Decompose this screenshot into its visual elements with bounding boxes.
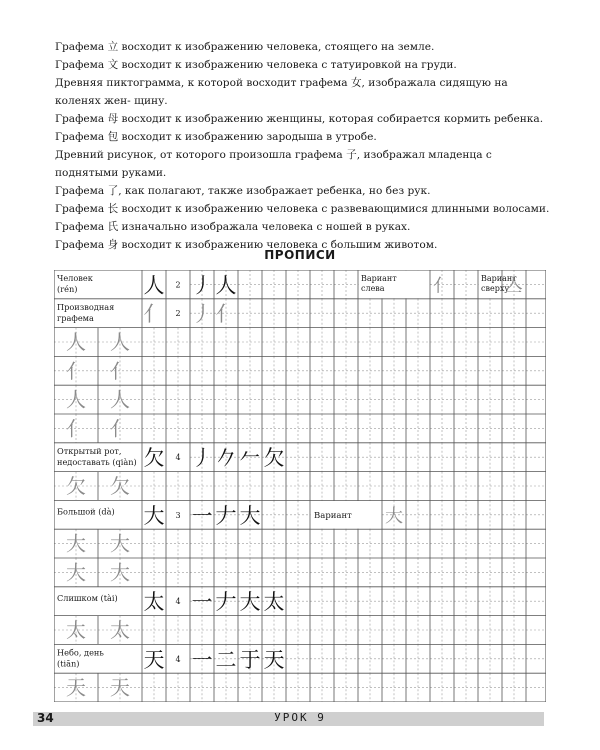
section-title: ПРОПИСИ: [264, 248, 336, 262]
row-label: (tiān): [57, 658, 80, 669]
stroke-step: 𠂇: [215, 503, 237, 528]
paragraph: Графема 了, как полагают, также изображает ребенка, но без рук.: [55, 185, 431, 197]
practice-char: 欠: [110, 474, 130, 498]
stroke-step: 大: [239, 503, 261, 528]
row-label: Открытый рот,: [57, 445, 122, 456]
paragraph: Графема 文 восходит к изображению человека с татуировкой на груди.: [55, 59, 457, 71]
practice-char: 天: [66, 675, 86, 700]
variant-label: Вариант: [361, 274, 397, 283]
practice-char: 天: [110, 675, 130, 700]
practice-char: 人: [66, 330, 86, 354]
practice-char: 亻: [110, 416, 130, 441]
stroke-step: 人: [215, 273, 237, 298]
row-label: недоставать (qiàn): [57, 456, 137, 467]
row-label: Большой (dà): [57, 506, 115, 517]
stroke-step: 丿: [191, 302, 213, 327]
paragraph: Графема 氏 изначально изображала человека с ношей в руках.: [55, 221, 411, 233]
paragraph: Графема 立 восходит к изображению человека, стоящего на земле.: [55, 41, 435, 53]
variant-label: сверху: [481, 284, 510, 293]
stroke-count: 3: [175, 510, 181, 520]
practice-char: 太: [110, 618, 130, 642]
main-char: 人: [143, 273, 165, 298]
practice-char: 大: [66, 531, 86, 556]
paragraph: Графема 长 восходит к изображению человека с развевающимися длинными волосами.: [55, 203, 550, 215]
paragraph: Древний рисунок, от которого произошла графема 子, изображал младенца с поднятыми руками.: [55, 149, 492, 179]
practice-char: 人: [110, 330, 130, 354]
practice-char: 欠: [66, 474, 86, 498]
variant-label: Вариант: [481, 274, 517, 283]
practice-char: 人: [66, 387, 86, 412]
practice-char: 大: [110, 560, 130, 585]
practice-char: 大: [66, 560, 86, 585]
main-char: 太: [143, 590, 165, 615]
paragraph: Графема 包 восходит к изображению зародыша в утробе.: [55, 131, 377, 143]
main-char: 大: [143, 503, 165, 528]
stroke-step: 𠂊: [215, 446, 237, 471]
row-label: Небо, день: [57, 647, 104, 658]
practice-char: 太: [66, 618, 86, 642]
paragraph: Графема 身 восходит к изображению человека с большим животом.: [55, 239, 438, 251]
stroke-step: 一: [191, 647, 213, 672]
practice-char: 亻: [66, 416, 86, 441]
main-char: 欠: [143, 446, 165, 471]
practice-char: 大: [110, 531, 130, 556]
row-label: Человек: [57, 273, 93, 283]
main-char: 亻: [143, 302, 165, 327]
row-label: Слишком (tài): [57, 592, 118, 603]
variant-label: Вариант: [314, 510, 352, 521]
stroke-step: 欠: [263, 446, 285, 471]
stroke-step: 𠂉: [239, 446, 261, 471]
stroke-step: 天: [263, 647, 285, 672]
stroke-step: 亻: [215, 302, 237, 327]
paragraph: Древняя пиктограмма, к которой восходит графема 女, изображала сидящую на коленях жен- щину.: [55, 77, 508, 107]
variant-char: 大: [385, 505, 403, 527]
stroke-step: 丿: [191, 446, 213, 471]
copybook-grid: [54, 270, 546, 702]
row-label: графема: [57, 312, 94, 323]
stroke-step: 丿: [191, 273, 213, 298]
variant-char: 亼: [505, 275, 523, 297]
practice-char: 人: [110, 387, 130, 412]
paragraph: Графема 母 восходит к изображению женщины, которая собирается кормить ребенка.: [55, 113, 544, 125]
variant-label: слева: [361, 284, 385, 293]
stroke-count: 4: [175, 597, 181, 607]
practice-char: 亻: [110, 358, 130, 383]
stroke-step: 于: [239, 647, 261, 672]
text-block: [55, 38, 555, 254]
stroke-step: 𠂇: [215, 590, 237, 615]
row-label: Производная: [57, 301, 115, 312]
page-number: 34: [37, 711, 54, 725]
stroke-count: 4: [175, 453, 181, 463]
stroke-count: 2: [175, 309, 181, 319]
variant-char: 亻: [433, 275, 451, 297]
stroke-step: 一: [191, 590, 213, 615]
stroke-count: 2: [175, 280, 181, 290]
stroke-step: 二: [215, 647, 237, 672]
stroke-step: 一: [191, 503, 213, 528]
lesson-label: УРОК 9: [274, 711, 326, 724]
practice-char: 亻: [66, 358, 86, 383]
stroke-count: 4: [175, 654, 181, 664]
stroke-step: 太: [263, 590, 285, 615]
row-label: (rén): [57, 284, 78, 294]
stroke-step: 大: [239, 590, 261, 615]
main-char: 天: [143, 647, 165, 672]
